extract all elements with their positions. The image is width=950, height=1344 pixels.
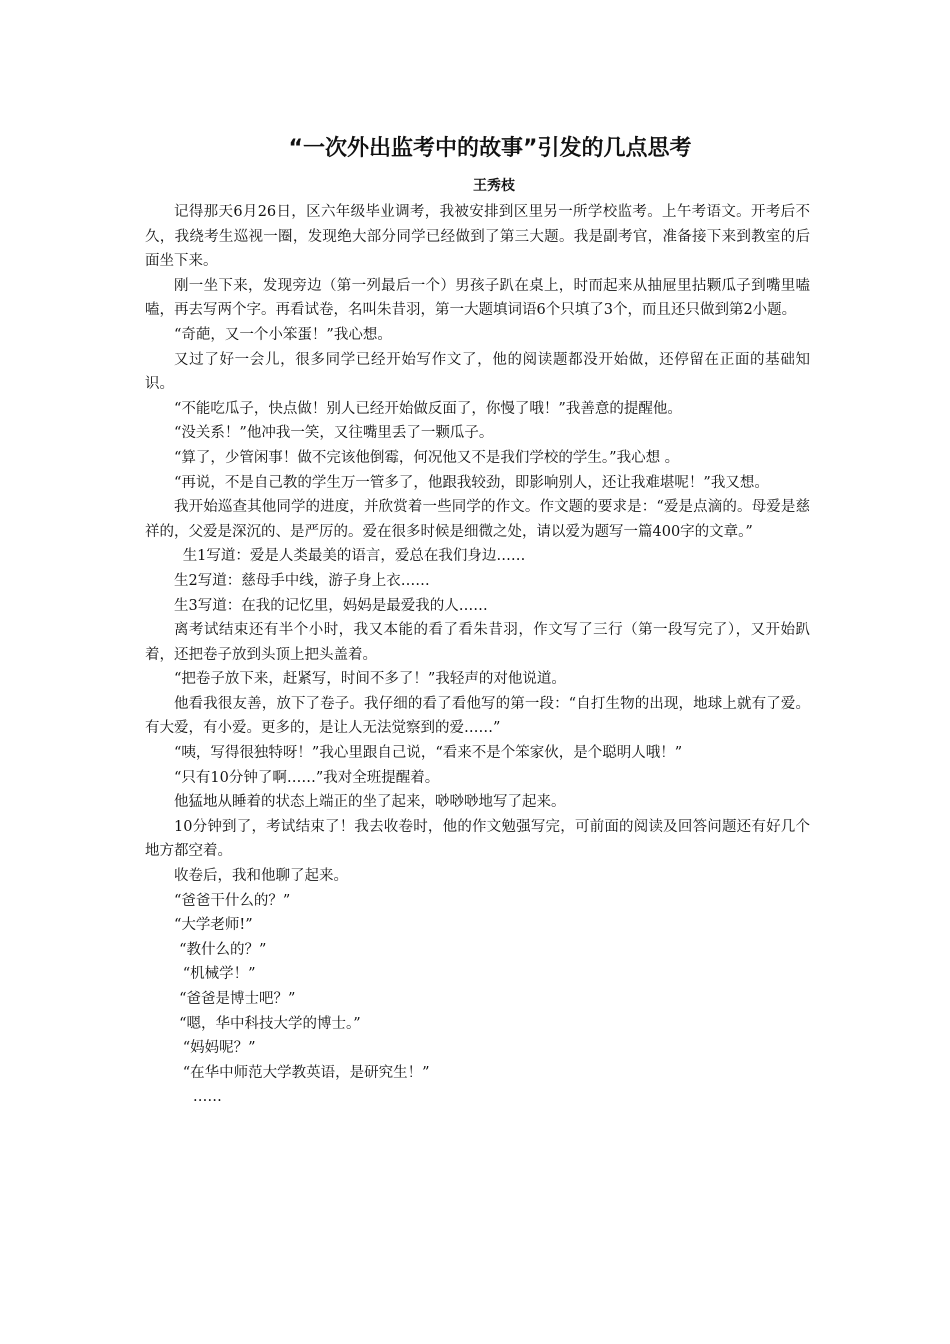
paragraph: 10分钟到了，考试结束了！我去收卷时，他的作文勉强写完，可前面的阅读及回答问题还有好几个地方都空着。 <box>145 818 810 860</box>
paragraph: “只有10分钟了啊……”我对全班提醒着。 <box>174 769 440 786</box>
paragraph: “不能吃瓜子，快点做！别人已经开始做反面了，你慢了哦！”我善意的提醒他。 <box>174 400 682 417</box>
paragraph: “算了，少管闲事！做不完该他倒霉，何况他又不是我们学校的学生。”我心想 。 <box>174 449 680 466</box>
paragraph: 他看我很友善，放下了卷子。我仔细的看了看他写的第一段：“自打生物的出现，地球上就有了爱。有大爱，有小爱。更多的，是让人无法觉察到的爱……” <box>145 695 810 737</box>
dialogue-line: “爸爸是博士吧？” <box>179 991 296 1007</box>
paragraph: 收卷后，我和他聊了起来。 <box>174 868 348 885</box>
author-name: 王秀枝 <box>473 178 515 194</box>
paragraph: 生1写道：爱是人类最美的语言，爱总在我们身边…… <box>182 548 526 565</box>
paragraph: 生2写道：慈母手中线，游子身上衣…… <box>174 572 430 589</box>
paragraph: 离考试结束还有半个小时，我又本能的看了看朱昔羽，作文写了三行（第一段写完了），又开始趴着，还把卷子放到头顶上把头盖着。 <box>145 622 810 663</box>
document-body <box>145 200 810 1110</box>
dialogue-line: “机械学！” <box>182 966 256 983</box>
paragraph: “咦，写得很独特呀！”我心里跟自己说，“看来不是个笨家伙，是个聪明人哦！” <box>174 745 683 762</box>
paragraph: 我开始巡查其他同学的进度，并欣赏着一些同学的作文。作文题的要求是：“爱是点滴的。母爱是慈祥的，父爱是深沉的、是严厉的。爱在很多时候是细微之处，请以爱为题写一篇400字的文章。” <box>145 499 810 540</box>
dialogue-line: “嗯，华中科技大学的博士。” <box>179 1015 361 1032</box>
paragraph: “没关系！”他冲我一笑，又往嘴里丢了一颗瓜子。 <box>174 425 494 442</box>
paragraph: 记得那天6月26日，区六年级毕业调考，我被安排到区里另一所学校监考。上午考语文。开考后不久，我绕考生巡视一圈，发现绝大部分同学已经做到了第三大题。我是副考官，准备接下来到教室的后面坐下来。 <box>145 204 810 270</box>
dialogue-line: “爸爸干什么的？” <box>174 892 291 909</box>
paragraph: “再说，不是自己教的学生万一管多了，他跟我较劲，即影响别人，还让我难堪呢！”我又想。 <box>174 474 769 491</box>
paragraph: 又过了好一会儿，很多同学已经开始写作文了，他的阅读题都没开始做，还停留在正面的基础知识。 <box>145 351 810 393</box>
ellipsis-line: …… <box>192 1089 222 1106</box>
dialogue-line: “教什么的？” <box>179 941 267 958</box>
paragraph: 生3写道：在我的记忆里，妈妈是最爱我的人…… <box>174 597 488 614</box>
paragraph: 刚一坐下来，发现旁边（第一列最后一个）男孩子趴在桌上，时而起来从抽屉里拈颗瓜子到嘴里嗑嗑，再去写两个字。再看试卷，名叫朱昔羽，第一大题填词语6个只填了3个，而且还只做到第2小题。 <box>145 277 810 319</box>
paragraph: “奇葩，又一个小笨蛋！”我心想。 <box>174 326 392 343</box>
paragraph: 他猛地从睡着的状态上端正的坐了起来，唦唦唦地写了起来。 <box>174 794 566 811</box>
dialogue-line: “大学老师!” <box>174 917 253 934</box>
document-title: “一次外出监考中的故事”引发的几点思考 <box>288 136 692 161</box>
dialogue-line: “妈妈呢？” <box>182 1040 256 1057</box>
paragraph: “把卷子放下来，赶紧写，时间不多了！”我轻声的对他说道。 <box>174 671 566 688</box>
dialogue-line: “在华中师范大学教英语，是研究生！” <box>182 1064 430 1081</box>
